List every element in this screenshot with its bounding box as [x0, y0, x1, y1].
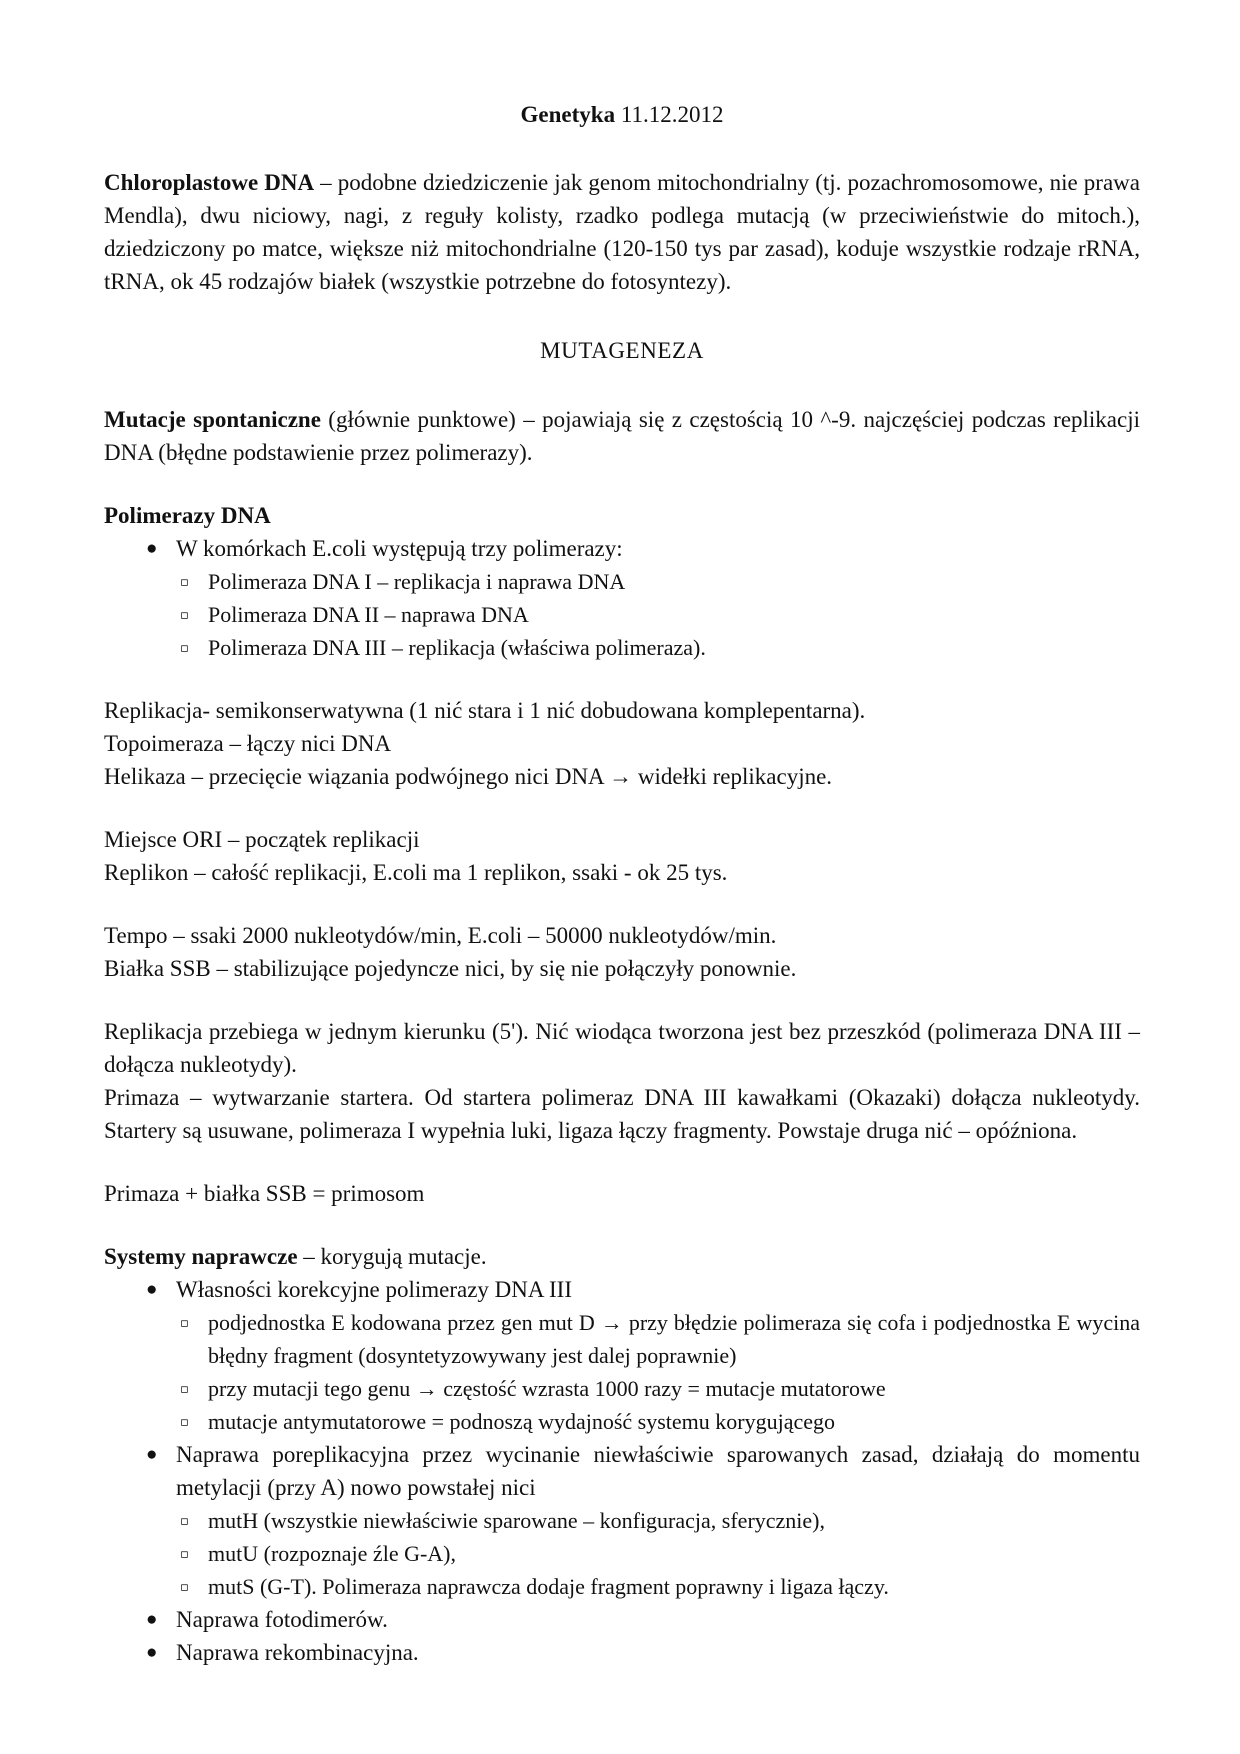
- list-item: [104, 1537, 1140, 1570]
- list-item-label: mutacje antymutatorowe = podnoszą wydajność systemu korygującego: [208, 1409, 836, 1434]
- list-item: [104, 1306, 1140, 1372]
- spacer: [104, 469, 1140, 499]
- list-item: [104, 1570, 1140, 1603]
- list-item: [104, 631, 1140, 664]
- bullet-square-icon: ▫: [180, 608, 189, 623]
- bullet-dot-icon: ●: [146, 1279, 158, 1300]
- list-item: [104, 1603, 1140, 1636]
- list-item-label: mutH (wszystkie niewłaściwie sparowane – konfiguracja, sferycznie),: [208, 1508, 825, 1533]
- repair-sublist: [104, 1306, 1140, 1438]
- repair-heading-rest: – korygują mutacje.: [297, 1244, 487, 1269]
- spacer: [104, 298, 1140, 334]
- spacer: [104, 367, 1140, 403]
- list-item: [104, 598, 1140, 631]
- list-item-label: podjednostka E kodowana przez gen mut D → przy błędzie polimeraza się cofa i podjednostka E wycina błędny fragment (dosyntetyzowywany jest dalej poprawnie): [208, 1310, 1140, 1368]
- list-item-label: Naprawa rekombinacyjna.: [176, 1640, 419, 1665]
- list-item: [104, 1438, 1140, 1603]
- ori-line: Miejsce ORI – początek replikacji: [104, 827, 420, 852]
- list-item: [104, 565, 1140, 598]
- page-title-date: 11.12.2012: [620, 102, 724, 127]
- spontaneous-body: (głównie punktowe) – pojawiają się z częstością 10 ^-9. najczęściej podczas replikacji DNA (błędne podstawienie przez polimerazy).: [104, 407, 1141, 465]
- primosome-line: Primaza + białka SSB = primosom: [104, 1181, 425, 1206]
- spacer: [104, 1147, 1140, 1177]
- list-item: [104, 532, 1140, 664]
- primase-paragraph: Primaza – wytwarzanie startera. Od startera polimeraz DNA III kawałkami (Okazaki) dołącza nukleotydy. Startery są usuwane, polimeraza I wypełnia luki, ligaza łączy fragmenty. Powstaje druga nić – opóźniona.: [104, 1085, 1140, 1143]
- ori-line: Replikon – całość replikacji, E.coli ma 1 replikon, ssaki - ok 25 tys.: [104, 860, 728, 885]
- bullet-square-icon: ▫: [180, 641, 189, 656]
- spacer: [104, 664, 1140, 694]
- spontaneous-paragraph: [104, 403, 1140, 469]
- spacer: [104, 793, 1140, 823]
- list-item-label: Polimeraza DNA III – replikacja (właściwa polimeraza).: [208, 635, 706, 660]
- bullet-square-icon: ▫: [180, 1382, 189, 1397]
- ssb-line: Białka SSB – stabilizujące pojedyncze nici, by się nie połączyły ponownie.: [104, 956, 797, 981]
- list-item-label: Polimeraza DNA II – naprawa DNA: [208, 602, 529, 627]
- page-title-subject: Genetyka: [520, 102, 616, 127]
- list-item: [104, 1405, 1140, 1438]
- heading-polimerazy-dna: Polimerazy DNA: [104, 503, 271, 528]
- list-item-label: przy mutacji tego genu → częstość wzrasta 1000 razy = mutacje mutatorowe: [208, 1376, 886, 1401]
- bullet-square-icon: ▫: [180, 1415, 189, 1430]
- page-title: [104, 100, 1140, 130]
- replication-line: Replikacja- semikonserwatywna (1 nić stara i 1 nić dobudowana komplepentarna).: [104, 698, 866, 723]
- replication-line: Helikaza – przecięcie wiązania podwójnego nici DNA → widełki replikacyjne.: [104, 764, 833, 789]
- intro-paragraph: [104, 166, 1140, 298]
- bullet-square-icon: ▫: [180, 1514, 189, 1529]
- bullet-square-icon: ▫: [180, 1580, 189, 1595]
- spacer: [104, 985, 1140, 1015]
- bullet-dot-icon: ●: [146, 1642, 158, 1663]
- spacer: [104, 889, 1140, 919]
- tempo-line: Tempo – ssaki 2000 nukleotydów/min, E.coli – 50000 nukleotydów/min.: [104, 923, 777, 948]
- spacer: [104, 1210, 1140, 1240]
- intro-body: – podobne dziedziczenie jak genom mitochondrialny (tj. pozachromosomowe, nie prawa Mendla), dwu niciowy, nagi, z reguły kolisty, rzadko podlega mutacją (w przeciwieństwie do mitoch.), dziedziczony po matce, większe niż mitochondrialne (120-150 tys par zasad), koduje wszystkie rodzaje rRNA, tRNA, ok 45 rodzajów białek (wszystkie potrzebne do fotosyntezy).: [104, 170, 1140, 294]
- list-item: [104, 1504, 1140, 1537]
- list-item-label: Naprawa poreplikacyjna przez wycinanie niewłaściwie sparowanych zasad, działają do momentu metylacji (przy A) nowo powstałej nici: [176, 1442, 1140, 1500]
- intro-lead: Chloroplastowe DNA: [104, 170, 315, 195]
- spontaneous-lead: Mutacje spontaniczne: [104, 407, 321, 432]
- replication-line: Topoimeraza – łączy nici DNA: [104, 731, 392, 756]
- bullet-dot-icon: ●: [146, 1444, 158, 1465]
- polymerases-list: [104, 532, 1140, 664]
- bullet-dot-icon: ●: [146, 1609, 158, 1630]
- list-item-label: mutU (rozpoznaje źle G-A),: [208, 1541, 457, 1566]
- list-item: [104, 1372, 1140, 1405]
- list-item: [104, 1273, 1140, 1438]
- repair-sublist: [104, 1504, 1140, 1603]
- polymerases-sublist: [104, 565, 1140, 664]
- repair-heading-bold: Systemy naprawcze: [104, 1244, 298, 1269]
- list-item-label: mutS (G-T). Polimeraza naprawcza dodaje fragment poprawny i ligaza łączy.: [208, 1574, 889, 1599]
- repair-list: [104, 1273, 1140, 1669]
- list-item-label: Polimeraza DNA I – replikacja i naprawa DNA: [208, 569, 626, 594]
- list-item-label: Własności korekcyjne polimerazy DNA III: [176, 1277, 572, 1302]
- bullet-square-icon: ▫: [180, 1316, 189, 1331]
- direction-paragraph: Replikacja przebiega w jednym kierunku (5'). Nić wiodąca tworzona jest bez przeszkód (polimeraza DNA III – dołącza nukleotydy).: [104, 1019, 1140, 1077]
- list-item: [104, 1636, 1140, 1669]
- list-item-label: Naprawa fotodimerów.: [176, 1607, 388, 1632]
- bullet-dot-icon: ●: [146, 538, 158, 559]
- list-item-label: W komórkach E.coli występują trzy polimerazy:: [176, 536, 623, 561]
- bullet-square-icon: ▫: [180, 575, 189, 590]
- bullet-square-icon: ▫: [180, 1547, 189, 1562]
- heading-systemy-naprawcze: [104, 1240, 1140, 1273]
- section-heading-mutageneza: MUTAGENEZA: [540, 338, 704, 363]
